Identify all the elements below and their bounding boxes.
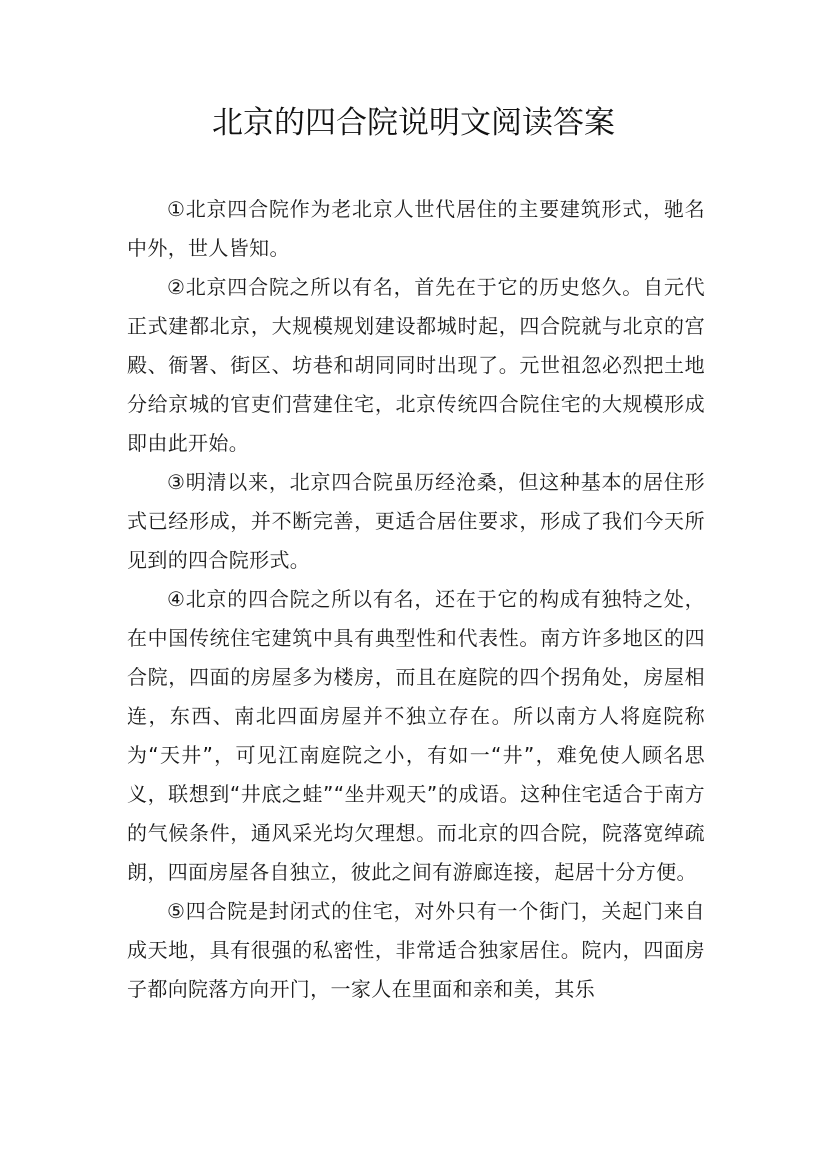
paragraph-5: ⑤四合院是封闭式的住宅，对外只有一个街门，关起门来自成天地，具有很强的私密性，非常适合独家居住。院内，四面房子都向院落方向开门，一家人在里面和亲和美，其乐 xyxy=(127,899,705,1001)
paragraph-3: ③明清以来，北京四合院虽历经沧桑，但这种基本的居住形式已经形成，并不断完善，更适合居住要求，形成了我们今天所见到的四合院形式。 xyxy=(127,470,705,572)
paragraph-1: ①北京四合院作为老北京人世代居住的主要建筑形式，驰名中外，世人皆知。 xyxy=(127,197,705,260)
document-body xyxy=(127,190,705,1009)
document-title: 北京的四合院说明文阅读答案 xyxy=(212,105,615,141)
paragraph-4: ④北京的四合院之所以有名，还在于它的构成有独特之处，在中国传统住宅建筑中具有典型性和代表性。南方许多地区的四合院，四面的房屋多为楼房，而且在庭院的四个拐角处，房屋相连，东西、南北四面房屋并不独立存在。所以南方人将庭院称为“天井”，可见江南庭院之小，有如一“井”，难免使人顾名思义，联想到“井底之蛙”“坐井观天”的成语。这种住宅适合于南方的气候条件，通风采光均欠理想。而北京的四合院，院落宽绰疏朗，四面房屋各自独立，彼此之间有游廊连接，起居十分方便。 xyxy=(127,587,705,884)
paragraph-2: ②北京四合院之所以有名，首先在于它的历史悠久。自元代正式建都北京，大规模规划建设都城时起，四合院就与北京的宫殿、衙署、街区、坊巷和胡同同时出现了。元世祖忽必烈把土地分给京城的官吏们营建住宅，北京传统四合院住宅的大规模形成即由此开始。 xyxy=(127,275,705,455)
